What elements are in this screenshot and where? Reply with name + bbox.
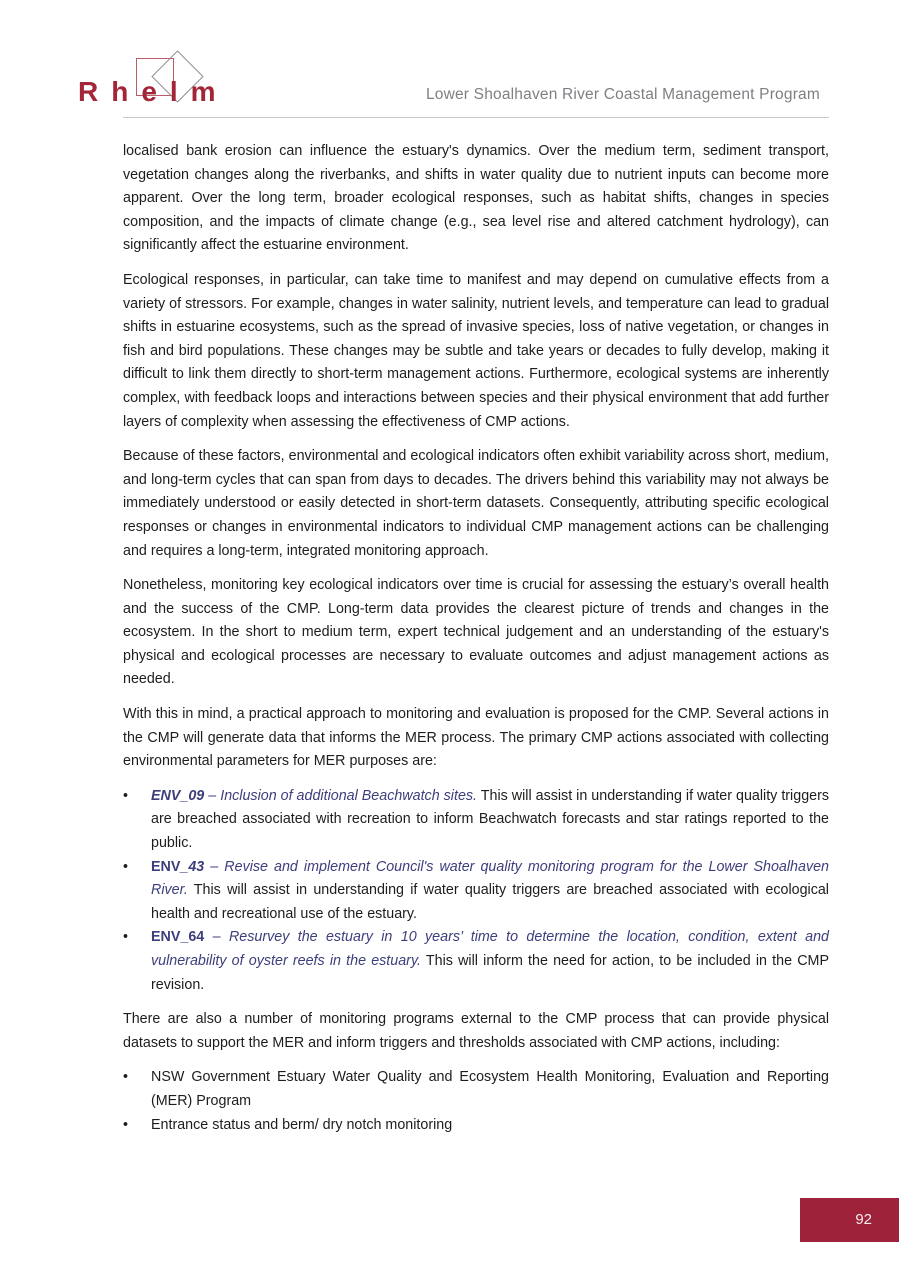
text-run: ENV_09 [151, 787, 205, 804]
text-run: Resurvey the estuary in 10 years’ time to determine the location, condition, extent and vulnerability of oyster reefs in the estuary. [151, 929, 829, 969]
body-paragraph: Nonetheless, monitoring key ecological indicators over time is crucial for assessing the estuary’s overall health and the success of the CMP. Long-term data provides the clearest picture of trends and changes in the ecosystem. In the short to medium term, expert technical judgement and an understanding of the estuary's physical and ecological processes are necessary to evaluate outcomes and adjust management actions as needed. [123, 577, 829, 688]
text-run: ENV_64 [151, 929, 205, 946]
document-title: Lower Shoalhaven River Coastal Management Program [425, 86, 820, 103]
bullet-icon: • [123, 1069, 129, 1086]
text-run: This will assist in understanding if water quality triggers are breached associated with recreation to inform Beachwatch forecasts and star ratings reported to the public. [151, 787, 830, 852]
external-programs-list [123, 1066, 829, 1137]
text-run: – [204, 787, 221, 804]
text-run: – [204, 858, 225, 875]
body-paragraph: With this in mind, a practical approach to monitoring and evaluation is proposed for the CMP. Several actions in the CMP will generate data that informs the MER process. The primary CMP actions associated with collecting environmental parameters for MER purposes are: [123, 706, 829, 770]
env-action-item-text [151, 926, 829, 997]
bullet-icon: • [123, 858, 129, 875]
external-program-item-text: Entrance status and berm/ dry notch monitoring [151, 1116, 453, 1133]
text-run: – [204, 929, 229, 946]
bullet-icon: • [123, 929, 129, 946]
header-rule [123, 117, 829, 118]
external-program-item [123, 1114, 829, 1138]
bullet-icon: • [123, 1116, 129, 1133]
page-number: 92 [855, 1211, 872, 1228]
body-paragraph: Because of these factors, environmental and ecological indicators often exhibit variability across short, medium, and long-term cycles that can span from days to decades. The drivers behind this variability may not always be immediately understood or easily detected in short-term datasets. Consequently, attributing specific ecological responses or changes in environmental indicators to individual CMP management actions can be challenging and requires a long-term, integrated monitoring approach. [123, 448, 829, 559]
env-action-item-text [151, 856, 829, 927]
env-action-item [123, 856, 829, 927]
text-run: Revise and implement Council's water quality monitoring program for the Lower Shoalhaven River. [151, 858, 830, 899]
external-intro-paragraph: There are also a number of monitoring programs external to the CMP process that can provide physical datasets to support the MER and inform triggers and thresholds associated with CMP actions, including: [123, 1011, 829, 1051]
env-action-item [123, 926, 829, 997]
external-program-item-text: NSW Government Estuary Water Quality and Ecosystem Health Monitoring, Evaluation and Reporting (MER) Program [151, 1069, 829, 1109]
text-run: ENV [151, 858, 181, 875]
env-action-item [123, 785, 829, 856]
body-paragraph: Ecological responses, in particular, can take time to manifest and may depend on cumulative effects from a variety of stressors. For example, changes in water salinity, nutrient levels, and temperature can lead to gradual shifts in estuarine ecosystems, such as the spread of invasive species, loss of native vegetation, or changes in fish and bird populations. These changes may be subtle and take years or decades to fully develop, making it difficult to link them directly to short-term management actions. Furthermore, ecological systems are inherently complex, with feedback loops and interactions between species and their physical environment that add further layers of complexity when assessing the effectiveness of CMP actions. [123, 271, 829, 430]
env-action-item-text [151, 785, 829, 856]
external-program-item [123, 1066, 829, 1113]
text-run: _43 [180, 858, 205, 875]
rhelm-logo [73, 42, 243, 120]
text-run: This will inform the need for action, to be included in the CMP revision. [151, 953, 829, 993]
logo-wordmark: Rhelm [78, 76, 229, 107]
page-content [123, 140, 829, 1148]
page-number-badge [800, 1198, 899, 1242]
text-run: Inclusion of additional Beachwatch sites. [220, 787, 478, 804]
text-run: This will assist in understanding if water quality triggers are breached associated with ecological health and recreational use of the estuary. [151, 882, 829, 922]
env-actions-list [123, 785, 829, 997]
intro-paragraphs [123, 140, 829, 774]
body-paragraph: localised bank erosion can influence the estuary's dynamics. Over the medium term, sediment transport, vegetation changes along the riverbanks, and shifts in water quality due to nutrient inputs can become more apparent. Over the long term, broader ecological responses, such as habitat shifts, changes in species composition, and the impacts of climate change (e.g., sea level rise and altered catchment hydrology), can significantly affect the estuarine environment. [123, 143, 829, 254]
bullet-icon: • [123, 787, 129, 804]
